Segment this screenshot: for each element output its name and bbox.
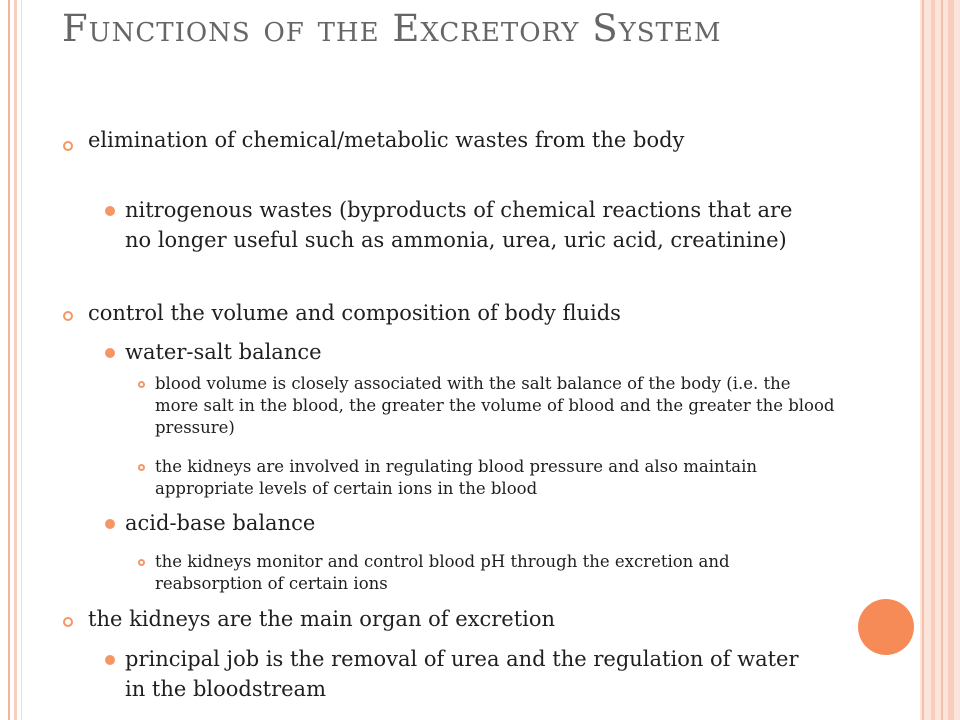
bullet-water-salt-balance: water-salt balance xyxy=(125,340,322,364)
bullet-principal-job: principal job is the removal of urea and the regulation of water in the bloodstream xyxy=(125,647,799,701)
bullet-blood-volume: blood volume is closely associated with the salt balance of the body (i.e. the more salt in the blood, the greater the volume of blood and the greater the blood pressure) xyxy=(155,374,835,437)
bullet-control-volume: control the volume and composition of body fluids xyxy=(88,301,621,325)
left-border-line xyxy=(8,0,10,720)
ring-bullet-icon xyxy=(63,141,73,151)
slide-title: Functions of the Excretory System xyxy=(62,7,722,50)
dot-bullet-icon xyxy=(105,519,115,529)
bullet-kidneys-main-organ: the kidneys are the main organ of excretion xyxy=(88,607,556,631)
right-band-stripe xyxy=(941,0,943,720)
left-border-line xyxy=(21,0,22,720)
right-band-stripe xyxy=(931,0,935,720)
bullet-kidneys-blood-pressure: the kidneys are involved in regulating blood pressure and also maintain appropriate levels of certain ions in the blood xyxy=(155,457,758,498)
dot-bullet-icon xyxy=(105,655,115,665)
right-band-stripe xyxy=(948,0,954,720)
ring-bullet-icon xyxy=(63,311,73,321)
bullet-nitrogenous-wastes: nitrogenous wastes (byproducts of chemical reactions that are no longer useful such as ammonia, urea, uric acid, creatinine) xyxy=(125,198,793,252)
ring-bullet-icon xyxy=(63,617,73,627)
left-border-line xyxy=(14,0,17,720)
dot-bullet-icon xyxy=(105,348,115,358)
right-band-stripe xyxy=(922,0,924,720)
bullet-elimination: elimination of chemical/metabolic wastes from the body xyxy=(88,128,685,152)
right-decorative-band xyxy=(920,0,960,720)
ring-bullet-icon xyxy=(138,381,145,388)
ring-bullet-icon xyxy=(138,464,145,471)
bullet-acid-base-balance: acid-base balance xyxy=(125,511,316,535)
bullet-blood-ph: the kidneys monitor and control blood pH through the excretion and reabsorption of certain ions xyxy=(155,552,730,593)
decorative-circle xyxy=(858,599,914,655)
dot-bullet-icon xyxy=(105,206,115,216)
ring-bullet-icon xyxy=(138,559,145,566)
